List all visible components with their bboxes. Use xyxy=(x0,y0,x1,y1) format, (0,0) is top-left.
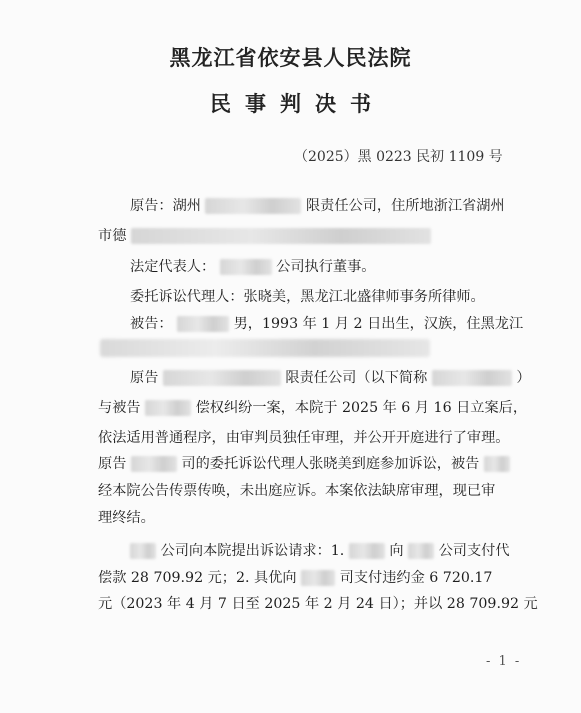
paragraph1-line6: 理终结。 xyxy=(98,510,155,526)
redacted-plaintiff-ref-3 xyxy=(130,543,156,559)
paragraph1-line5: 经本院公告传票传唤，未出庭应诉。本案依法缺席审理，现已审 xyxy=(98,483,496,499)
defendant-details: 男，1993 年 1 月 2 日出生，汉族，住黑龙江 xyxy=(233,316,524,332)
page-number: - 1 - xyxy=(486,654,522,669)
redacted-defendant-ref-2 xyxy=(484,456,510,472)
legal-rep-suffix: 公司执行董事。 xyxy=(276,259,376,275)
court-name: 黑龙江省依安县人民法院 xyxy=(169,45,412,70)
paragraph2-line2 xyxy=(98,568,492,588)
case-number: （2025）黑 0223 民初 1109 号 xyxy=(294,149,503,165)
defendant-label: 被告： xyxy=(130,316,173,332)
redacted-defendant-name xyxy=(177,316,229,332)
defendant-line xyxy=(130,314,523,334)
p2-line2-prefix: 偿款 28 709.92 元；2. 具优向 xyxy=(98,570,297,586)
p1-line1-mid: 限责任公司（以下简称 xyxy=(285,370,428,386)
p1-line2-suffix: 偿权纠纷一案，本院于 2025 年 6 月 16 日立案后， xyxy=(195,400,528,416)
p1-line4-prefix: 原告 xyxy=(98,456,127,472)
plaintiff-address-prefix: 市德 xyxy=(98,228,127,244)
redacted-plaintiff-full-name xyxy=(163,370,281,386)
plaintiff-address-line xyxy=(98,226,431,246)
redacted-plaintiff-ref xyxy=(131,456,177,472)
plaintiff-line xyxy=(130,196,505,216)
paragraph1-line4 xyxy=(98,454,510,474)
paragraph1-line3: 依法适用普通程序，由审判员独任审理，并公开开庭进行了审理。 xyxy=(98,430,510,446)
p1-line1-prefix: 原告 xyxy=(130,370,159,386)
redacted-defendant-ref xyxy=(145,400,191,416)
redacted-plaintiff-address xyxy=(131,228,431,244)
p2-line1-mid2: 向 xyxy=(389,543,404,559)
plaintiff-label: 原告：湖州 xyxy=(130,198,201,214)
redacted-defendant-address xyxy=(100,339,430,357)
p2-line1-suffix: 公司支付代 xyxy=(438,543,510,559)
p2-line2-suffix: 司支付违约金 6 720.17 xyxy=(339,570,493,586)
p1-line4-suffix: 司的委托诉讼代理人张晓美到庭参加诉讼，被告 xyxy=(181,456,480,472)
redacted-plaintiff-name xyxy=(205,198,301,214)
document-title: 民事判决书 xyxy=(210,91,385,116)
redacted-defendant-ref-3 xyxy=(349,543,385,559)
p1-line2-prefix: 与被告 xyxy=(98,400,141,416)
redacted-legal-rep-name xyxy=(220,259,272,275)
paragraph1-line1 xyxy=(130,368,531,388)
p2-line1-mid: 公司向本院提出诉讼请求：1. xyxy=(160,543,345,559)
paragraph2-line3: 元（2023 年 4 月 7 日至 2025 年 2 月 24 日）；并以 28 709.92 元 xyxy=(98,596,538,612)
paragraph1-line2 xyxy=(98,398,527,418)
legal-rep-label: 法定代表人： xyxy=(130,259,216,275)
plaintiff-company-suffix: 限责任公司，住所地浙江省湖州 xyxy=(305,198,505,214)
redacted-plaintiff-ref-4 xyxy=(408,543,434,559)
redacted-plaintiff-ref-5 xyxy=(301,570,335,586)
legal-representative-line xyxy=(130,257,376,277)
redacted-short-name xyxy=(432,370,512,386)
agent-line: 委托诉讼代理人：张晓美，黑龙江北盛律师事务所律师。 xyxy=(130,289,485,305)
paragraph2-line1 xyxy=(130,541,510,561)
p1-line1-suffix: ） xyxy=(516,370,531,386)
